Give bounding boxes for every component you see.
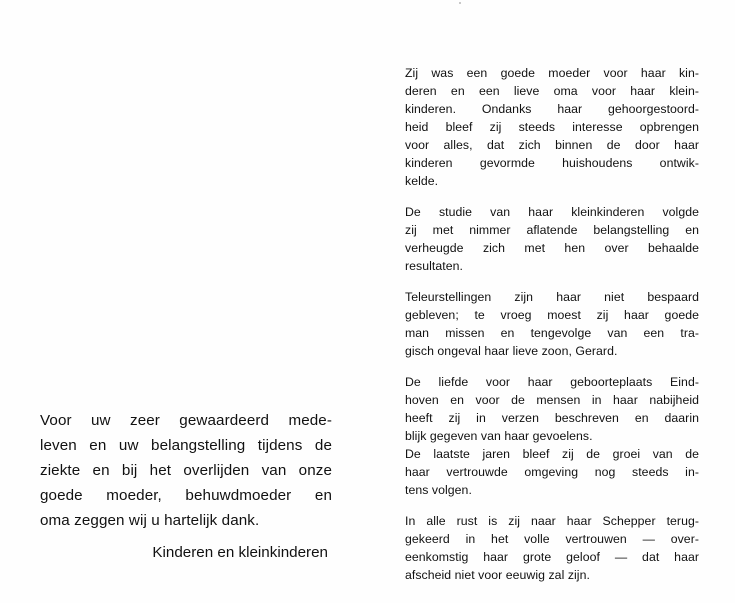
text-line: Teleurstellingen zijn haar niet bespaard [405, 290, 699, 304]
acknowledgement-line: ziekte en bij het overlijden van onze [40, 462, 332, 479]
text-line: kinderen gevormde huishoudens ontwik- [405, 156, 699, 170]
text-line: deren en een lieve oma voor haar klein- [405, 84, 699, 98]
biography-paragraph-rest [405, 512, 699, 584]
acknowledgement-text [40, 408, 332, 533]
paper-speck [459, 2, 461, 4]
text-line: gekeerd in het volle vertrouwen — over- [405, 532, 699, 546]
text-line: afscheid niet voor eeuwig zal zijn. [405, 568, 590, 582]
text-line: hoven en voor de mensen in haar nabijheid [405, 393, 699, 407]
text-line: In alle rust is zij naar haar Schepper terug- [405, 514, 699, 528]
text-line: voor alles, dat zich binnen de door haar [405, 138, 699, 152]
text-line: De liefde voor haar geboorteplaats Eind- [405, 375, 699, 389]
family-signature: Kinderen en kleinkinderen [152, 544, 328, 561]
biography-paragraph-last-years [405, 445, 699, 499]
biography-paragraph-eindhoven [405, 373, 699, 445]
acknowledgement-line: Voor uw zeer gewaardeerd mede- [40, 412, 332, 429]
text-line: zij met nimmer aflatende belangstelling en [405, 223, 699, 237]
text-line: eenkomstig haar grote geloof — dat haar [405, 550, 699, 564]
biography-paragraph-mother [405, 64, 699, 190]
text-line: verheugde zich met hen over behaalde [405, 241, 699, 255]
text-line: kinderen. Ondanks haar gehoorgestoord- [405, 102, 699, 116]
biography-text [405, 64, 699, 584]
text-line: blijk gegeven van haar gevoelens. [405, 429, 593, 443]
text-line: man missen en tengevolge van een tra- [405, 326, 699, 340]
acknowledgement-line: goede moeder, behuwdmoeder en [40, 487, 332, 504]
biography-paragraph-grandchildren [405, 203, 699, 275]
acknowledgement-line: leven en uw belangstelling tijdens de [40, 437, 332, 454]
text-line: Zij was een goede moeder voor haar kin- [405, 66, 699, 80]
biography-paragraph-disappointments [405, 288, 699, 360]
text-line: heid bleef zij steeds interesse opbrengen [405, 120, 699, 134]
text-line: resultaten. [405, 259, 463, 273]
text-line: heeft zij in verzen beschreven en daarin [405, 411, 699, 425]
text-line: haar vertrouwde omgeving nog steeds in- [405, 465, 699, 479]
text-line: gisch ongeval haar lieve zoon, Gerard. [405, 344, 618, 358]
text-line: tens volgen. [405, 483, 472, 497]
text-line: De laatste jaren bleef zij de groei van de [405, 447, 699, 461]
acknowledgement-line: oma zeggen wij u hartelijk dank. [40, 512, 260, 529]
text-line: kelde. [405, 174, 439, 188]
text-line: De studie van haar kleinkinderen volgde [405, 205, 699, 219]
text-line: gebleven; te vroeg moest zij haar goede [405, 308, 699, 322]
